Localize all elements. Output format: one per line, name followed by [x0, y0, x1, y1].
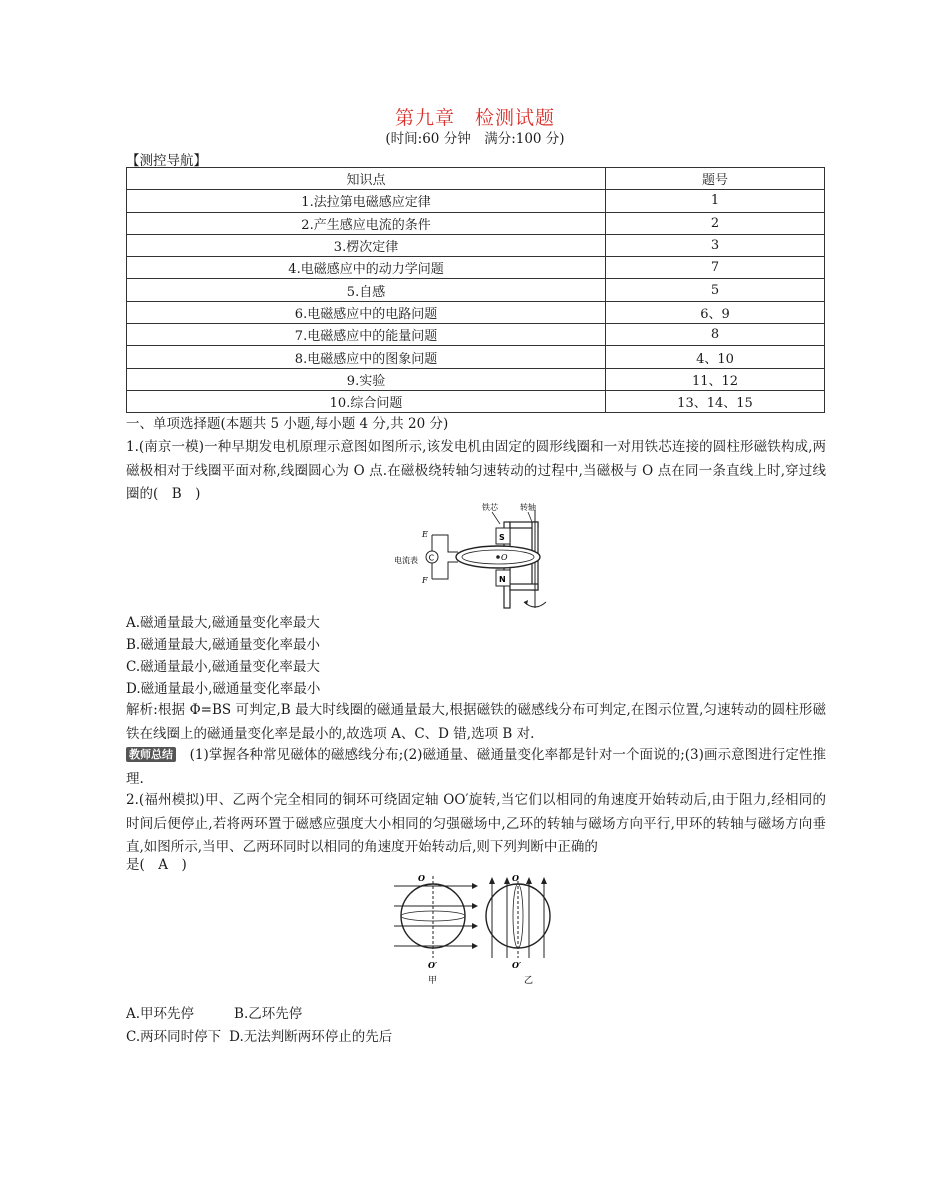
table-cell: 1.法拉第电磁感应定律: [127, 190, 606, 212]
table-cell: 7.电磁感应中的能量问题: [127, 324, 606, 346]
question-2-option-c: C.两环同时停下: [126, 1029, 222, 1045]
table-row: [127, 212, 825, 234]
table-cell: 4、10: [606, 346, 825, 368]
iron-core-label: 铁芯: [482, 503, 498, 512]
ring-jia-axis-top-label: O: [418, 873, 425, 883]
table-header-cell: 知识点: [127, 168, 606, 190]
page-subtitle: (时间:60 分钟 满分:100 分): [385, 131, 565, 147]
teacher-summary-text: (1)掌握各种常见磁体的磁感线分布;(2)磁通量、磁通量变化率都是针对一个面说的;(3)画示意图进行定性推理.: [126, 747, 827, 787]
table-cell: 7: [606, 257, 825, 279]
table-row: [127, 279, 825, 301]
terminal-e-label: E: [422, 530, 428, 539]
table-cell: 2.产生感应电流的条件: [127, 212, 606, 234]
rings-figure: [388, 872, 588, 987]
question-1-option-b: B.磁通量最大,磁通量变化率最小: [126, 637, 321, 653]
terminal-f-label: F: [422, 576, 428, 585]
question-2-option-a: A.甲环先停: [126, 1006, 195, 1022]
axis-label: 转轴: [520, 503, 536, 512]
question-2-stem-end: 是( A ): [126, 857, 187, 873]
pole-n-label: N: [499, 575, 506, 584]
table-cell: 2: [606, 212, 825, 234]
ring-yi-axis-bottom-label: O′: [512, 960, 522, 970]
table-cell: 1: [606, 190, 825, 212]
table-cell: 6.电磁感应中的电路问题: [127, 301, 606, 323]
question-2-options-row-2: [126, 1025, 392, 1045]
question-1-stem: 1.(南京一模)一种早期发电机原理示意图如图所示,该发电机由固定的圆形线圈和一对用铁芯连接的圆柱形磁铁构成,两磁极相对于线圈平面对称,线圈圆心为 O 点.在磁极绕转轴匀速转动的过程中,当磁极与 O 点在同一条直线上时,穿过线圈的( B ): [126, 439, 826, 502]
table-cell: 5: [606, 279, 825, 301]
table-cell: 9.实验: [127, 368, 606, 390]
table-row: [127, 257, 825, 279]
table-cell: 8.电磁感应中的图象问题: [127, 346, 606, 368]
generator-figure: [394, 500, 550, 612]
nav-label: 【测控导航】: [126, 153, 207, 169]
table-row: [127, 390, 825, 412]
ring-yi-label: 乙: [524, 976, 534, 986]
table-header-row: [127, 168, 825, 190]
page-title: 第九章 检测试题: [394, 107, 555, 129]
question-2-option-b: B.乙环先停: [234, 1006, 303, 1022]
ring-yi-axis-top-label: O: [512, 873, 519, 883]
table-cell: 6、9: [606, 301, 825, 323]
question-2-stem: 2.(福州模拟)甲、乙两个完全相同的铜环可绕固定轴 OO′旋转,当它们以相同的角速度开始转动后,由于阻力,经相同的时间后便停止,若将两环置于磁感应强度大小相同的匀强磁场中,乙环的转轴与磁场方向平行,甲环的转轴与磁场方向垂直,如图所示,当甲、乙两环同时以相同的角速度开始转动后,则下列判断中正确的: [126, 792, 826, 855]
pole-s-label: S: [499, 533, 505, 542]
table-header-cell: 题号: [606, 168, 825, 190]
question-2-options-row-1: [126, 1002, 302, 1022]
table-cell: 3: [606, 234, 825, 256]
table-cell: 13、14、15: [606, 390, 825, 412]
teacher-summary: [126, 744, 826, 791]
table-row: [127, 234, 825, 256]
teacher-summary-badge: 教师总结: [126, 747, 176, 762]
table-row: [127, 346, 825, 368]
question-1-analysis: 解析:根据 Φ=BS 可判定,B 最大时线圈的磁通量最大,根据磁铁的磁感线分布可判定,在图示位置,匀速转动的圆柱形磁铁在线圈上的磁通量变化率是最小的,故选项 A、C、D 错,选项 B 对.: [126, 702, 826, 742]
ring-jia-label: 甲: [428, 976, 438, 986]
center-o-label: O: [501, 553, 508, 562]
table-cell: 11、12: [606, 368, 825, 390]
table-row: [127, 301, 825, 323]
table-cell: 3.楞次定律: [127, 234, 606, 256]
table-cell: 10.综合问题: [127, 390, 606, 412]
table-cell: 4.电磁感应中的动力学问题: [127, 257, 606, 279]
table-row: [127, 190, 825, 212]
section-heading: 一、单项选择题(本题共 5 小题,每小题 4 分,共 20 分): [126, 416, 449, 432]
question-1-option-d: D.磁通量最小,磁通量变化率最小: [126, 681, 321, 697]
ring-jia-axis-bottom-label: O′: [428, 960, 438, 970]
knowledge-table: [126, 167, 825, 413]
question-1-option-a: A.磁通量最大,磁通量变化率最大: [126, 615, 320, 631]
table-row: [127, 368, 825, 390]
question-2-option-d: D.无法判断两环停止的先后: [229, 1029, 393, 1045]
question-1-option-c: C.磁通量最小,磁通量变化率最大: [126, 659, 320, 675]
meter-letter-c: C: [428, 553, 435, 563]
table-row: [127, 324, 825, 346]
ammeter-label: 电流表: [394, 556, 418, 565]
table-cell: 5.自感: [127, 279, 606, 301]
table-cell: 8: [606, 324, 825, 346]
